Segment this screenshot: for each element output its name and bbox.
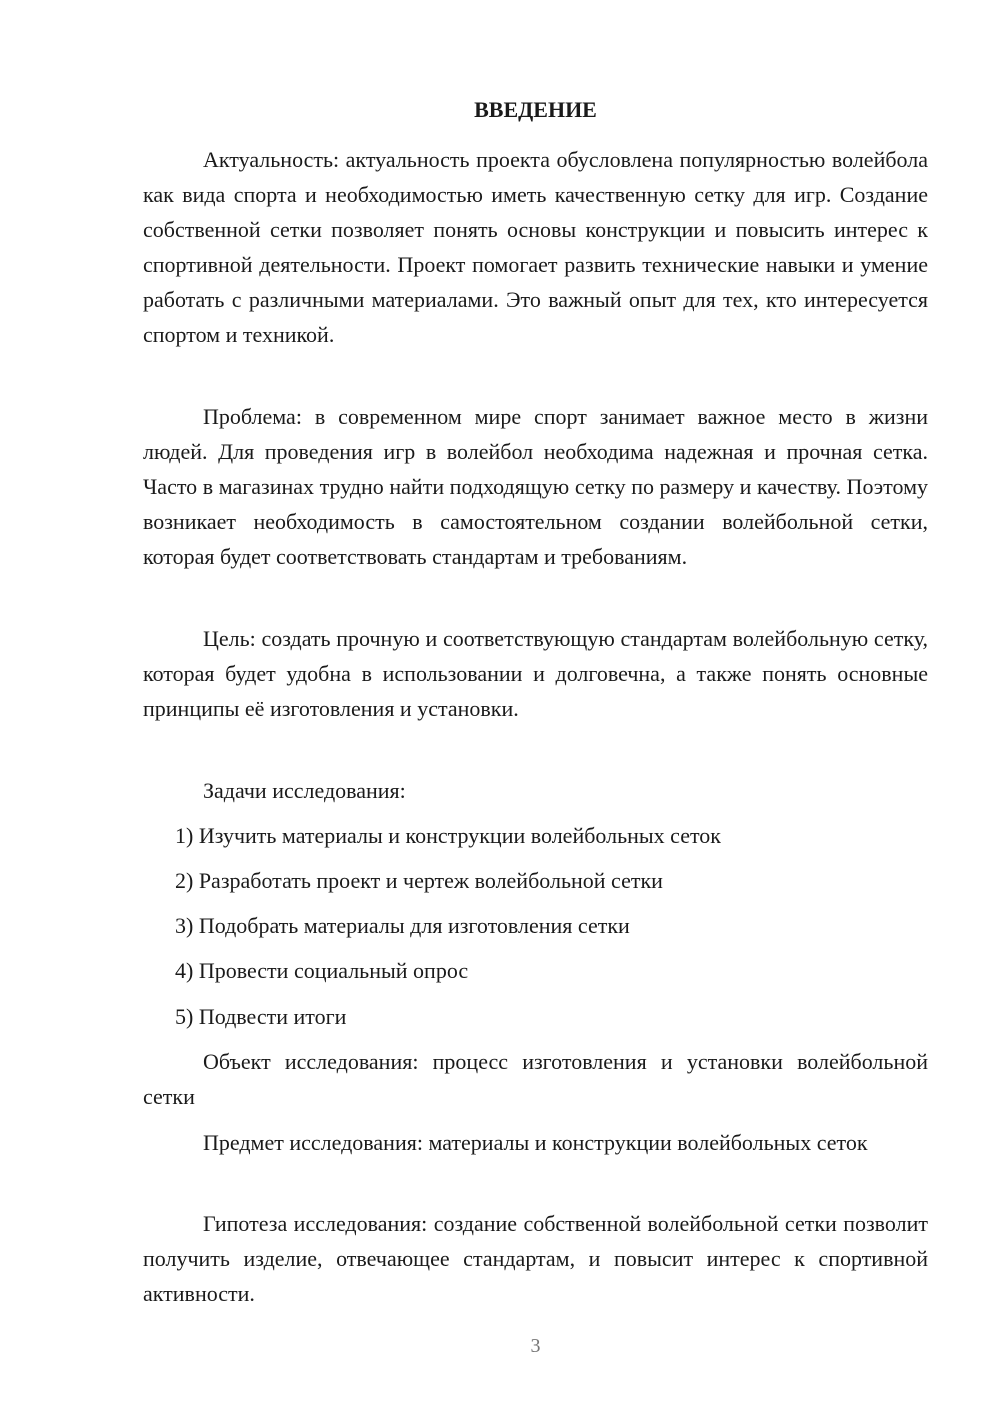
task-item: 2) Разработать проект и чертеж волейбольной сетки	[175, 868, 663, 893]
page-number: 3	[530, 1335, 541, 1357]
task-item: 3) Подобрать материалы для изготовления сетки	[175, 913, 630, 938]
relevance-paragraph: Актуальность: актуальность проекта обусловлена популярностью волейбола как вида спорта и необходимостью иметь качественную сетку для игр. Создание собственной сетки позволяет понять основы конструкции и повысить интерес к спортивной деятельности. Проект помогает развить технические навыки и умение работать с различными материалами. Это важный опыт для тех, кто интересуется спортом и техникой.	[143, 147, 928, 347]
goal-paragraph: Цель: создать прочную и соответствующую стандартам волейбольную сетку, которая будет удобна в использовании и долговечна, а также понять основные принципы её изготовления и установки.	[143, 626, 928, 721]
task-item: 1) Изучить материалы и конструкции волейбольных сеток	[175, 823, 721, 848]
task-item: 4) Провести социальный опрос	[175, 958, 469, 983]
tasks-heading: Задачи исследования:	[203, 778, 406, 803]
task-item: 5) Подвести итоги	[175, 1004, 347, 1029]
hypothesis-paragraph: Гипотеза исследования: создание собственной волейбольной сетки позволит получить изделие, отвечающее стандартам, и повысит интерес к спортивной активности.	[143, 1211, 928, 1306]
document-page	[143, 0, 928, 1414]
page-title: ВВЕДЕНИЕ	[474, 97, 597, 122]
problem-paragraph: Проблема: в современном мире спорт занимает важное место в жизни людей. Для проведения игр в волейбол необходима надежная и прочная сетка. Часто в магазинах трудно найти подходящую сетку по размеру и качеству. Поэтому возникает необходимость в самостоятельном создании волейбольной сетки, которая будет соответствовать стандартам и требованиям.	[143, 404, 928, 569]
object-paragraph: Объект исследования: процесс изготовления и установки волейбольной сетки	[143, 1049, 928, 1109]
subject-paragraph: Предмет исследования: материалы и конструкции волейбольных сеток	[203, 1130, 868, 1155]
